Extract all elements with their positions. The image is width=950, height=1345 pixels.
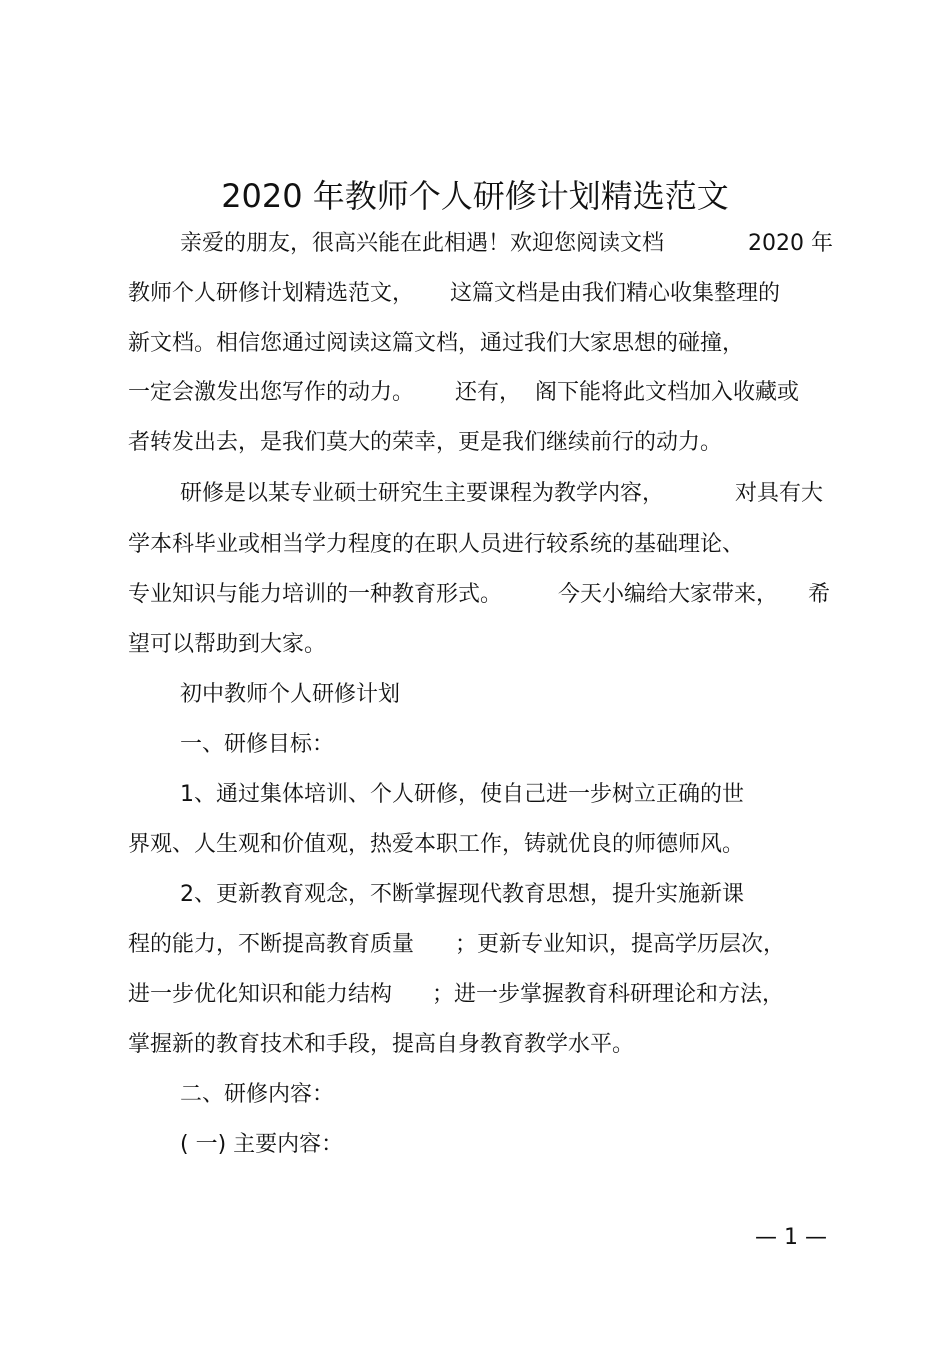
definition-line-1b: 对具有大 — [735, 481, 824, 506]
intro-line-5: 者转发出去，是我们莫大的荣幸，更是我们继续前行的动力。 — [128, 430, 723, 455]
definition-line-3b: 今天小编给大家带来， — [558, 582, 779, 607]
document-title: 2020 年教师个人研修计划精选范文 — [221, 177, 729, 215]
page-number: — 1 — — [755, 1225, 827, 1250]
goal-heading: 一、研修目标： — [180, 732, 335, 757]
goal-item-1-line-1: 1、通过集体培训、个人研修，使自己进一步树立正确的世 — [180, 782, 744, 807]
goal-item-2-line-2b: ；更新专业知识，提高学历层次， — [455, 932, 786, 957]
goal-item-2-line-1: 2、更新教育观念，不断掌握现代教育思想，提升实施新课 — [180, 882, 744, 907]
definition-line-4: 望可以帮助到大家。 — [128, 632, 327, 657]
goal-item-2-line-3b: ；进一步掌握教育科研理论和方法， — [432, 982, 785, 1007]
definition-line-2: 学本科毕业或相当学力程度的在职人员进行较系统的基础理论、 — [128, 532, 745, 557]
main-content-heading: ( 一) 主要内容： — [180, 1132, 344, 1157]
goal-item-1-line-2: 界观、人生观和价值观，热爱本职工作，铸就优良的师德师风。 — [128, 832, 745, 857]
content-heading: 二、研修内容： — [180, 1082, 335, 1107]
intro-line-1b: 2020 年 — [748, 231, 833, 256]
goal-item-2-line-3a: 进一步优化知识和能力结构 — [128, 982, 393, 1007]
intro-line-3: 新文档。相信您通过阅读这篇文档，通过我们大家思想的碰撞， — [128, 331, 745, 356]
intro-line-2a: 教师个人研修计划精选范文， — [128, 281, 415, 306]
intro-line-4a: 一定会激发出您写作的动力。 — [128, 380, 415, 405]
goal-item-2-line-2a: 程的能力，不断提高教育质量 — [128, 932, 415, 957]
definition-line-3c: 希 — [808, 582, 831, 607]
intro-line-4b: 还有， 阁下能将此文档加入收藏或 — [455, 380, 799, 405]
goal-item-2-line-4: 掌握新的教育技术和手段，提高自身教育教学水平。 — [128, 1032, 635, 1057]
intro-line-1a: 亲爱的朋友，很高兴能在此相遇！欢迎您阅读文档 — [180, 231, 665, 256]
definition-line-1a: 研修是以某专业硕士研究生主要课程为教学内容， — [180, 481, 665, 506]
intro-line-2b: 这篇文档是由我们精心收集整理的 — [450, 281, 781, 306]
section-heading: 初中教师个人研修计划 — [180, 682, 401, 707]
definition-line-3a: 专业知识与能力培训的一种教育形式。 — [128, 582, 503, 607]
